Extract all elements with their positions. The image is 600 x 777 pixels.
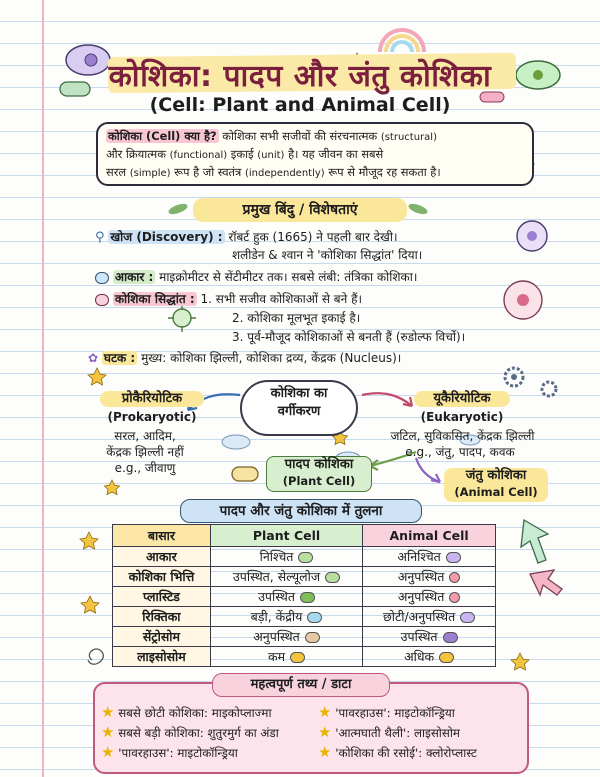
small-vacuole-icon (460, 612, 475, 623)
theory-label: कोशिका सिद्धांत : (114, 292, 195, 306)
plant-cell-en: (Plant Cell) (282, 474, 356, 488)
squiggle-icon (88, 649, 103, 664)
discovery-label: खोज (Discovery) : (110, 230, 223, 244)
prokaryotic-desc-3: e.g., जीवाणु (114, 461, 176, 475)
chloroplast-icon (300, 592, 315, 603)
table-row (113, 547, 496, 567)
table-cell (210, 607, 362, 627)
rainbow-icon (380, 30, 424, 52)
fact-item (101, 723, 279, 741)
definition-en: (structural) (380, 132, 437, 143)
lysosome-icon (439, 652, 454, 663)
fact-item (101, 703, 272, 721)
vacuole-icon (307, 612, 322, 623)
definition-text: सरल (106, 165, 127, 179)
table-row (113, 607, 496, 627)
discovery-text: रॉबर्ट हुक (1665) ने पहली बार देखी। (228, 230, 398, 244)
table-row (113, 567, 496, 587)
eukaryotic-desc-1: जटिल, सुविकसित, केंद्रक झिल्ली (390, 429, 535, 443)
definition-text: रूप से मौजूद रह सकता है। (328, 165, 441, 179)
components-text: मुख्य: कोशिका झिल्ली, कोशिका द्रव्य, केंद्रक (Nucleus)। (141, 351, 402, 365)
table-cell (210, 567, 362, 587)
definition-text: और क्रियात्मक (106, 147, 166, 161)
table-cell (363, 607, 496, 627)
size-text: माइक्रोमीटर से सेंटीमीटर तक। सबसे लंबी: तंत्रिका कोशिका। (159, 270, 418, 284)
centrosome-icon (443, 632, 458, 643)
cell-text: अनुपस्थित (253, 629, 300, 644)
table-cell (210, 647, 362, 667)
cell-text: अनिश्चित (397, 549, 441, 564)
prokaryotic-title: प्रोकैरियोटिक (100, 391, 204, 407)
definition-line-1 (106, 128, 524, 146)
centrosome-icon (305, 632, 320, 643)
page-title: कोशिका: पादप और जंतु कोशिका (108, 59, 492, 94)
table-header-row (113, 525, 496, 547)
classification-center-line-1: कोशिका का (270, 386, 328, 401)
features-heading: प्रमुख बिंदु / विशेषताएं (193, 198, 407, 222)
animal-cell-icon (446, 552, 461, 563)
definition-text: रूप है जो स्वतंत्र (174, 165, 242, 179)
classification-center (240, 380, 358, 436)
fact-text: 'आत्मघाती थैली': लाइसोसोम (335, 726, 460, 740)
cell-icon (95, 272, 109, 284)
discovery-line (95, 228, 398, 245)
definition-box (96, 122, 534, 186)
comparison-table (112, 524, 496, 667)
star-icon: ★ (101, 743, 115, 761)
table-cell: कोशिका भित्ति (113, 567, 211, 587)
table-cell: रिक्तिका (113, 607, 211, 627)
plant-cell-tag (266, 456, 372, 492)
column-header: बासार (113, 525, 211, 547)
cell-text: कम (267, 649, 286, 664)
theory-item-3: 3. पूर्व-मौजूद कोशिकाओं से बनती हैं (रुडोल्फ विर्चो)। (232, 330, 466, 344)
eukaryotic-title: यूकैरियोटिक (414, 391, 510, 407)
fact-item (318, 723, 460, 741)
definition-en: (simple) (129, 168, 171, 179)
theory-item-2: 2. कोशिका मूलभूत इकाई है। (232, 311, 361, 325)
definition-line-3 (106, 164, 524, 182)
bacteria-icon (232, 467, 258, 481)
table-row (113, 647, 496, 667)
theory-line (95, 290, 362, 307)
table-cell: लाइसोसोम (113, 647, 211, 667)
definition-text: है। यह जीवन का सबसे (288, 147, 384, 161)
table-cell: आकार (113, 547, 211, 567)
eukaryotic-desc-2: e.g., जंतु, पादप, कवक (405, 445, 515, 459)
components-icon: ✿ (88, 351, 99, 365)
comparison-heading: पादप और जंतु कोशिका में तुलना (180, 499, 422, 523)
cell-text: उपस्थित (258, 589, 295, 604)
animal-cell-tag (444, 468, 548, 502)
side-arrow-icon (521, 520, 562, 595)
cell-text: छोटी/अनुपस्थित (382, 609, 456, 624)
definition-line-2 (106, 146, 524, 164)
table-row (113, 587, 496, 607)
gear-icon (505, 368, 556, 396)
fact-text: 'पावरहाउस': माइटोकॉन्ड्रिया (118, 746, 238, 760)
definition-en: (independently) (244, 168, 325, 179)
right-cell-icon (517, 221, 547, 251)
size-line (95, 268, 417, 285)
star-icon: ★ (101, 703, 115, 721)
star-icon: ★ (101, 723, 115, 741)
star-icon: ★ (318, 723, 332, 741)
absent-icon (449, 592, 460, 603)
definition-text: कोशिका सभी सजीवों की संरचनात्मक (222, 129, 378, 143)
fact-text: 'पावरहाउस': माइटोकॉन्ड्रिया (335, 706, 455, 720)
table-cell (210, 547, 362, 567)
table-cell (210, 627, 362, 647)
discovery-text-2: शलीडेन & श्वान ने 'कोशिका सिद्धांत' दिया। (232, 248, 423, 262)
fact-item (101, 743, 238, 761)
table-row (113, 627, 496, 647)
fact-item (318, 703, 455, 721)
cell-text: अनुपस्थित (397, 569, 445, 584)
classification-center-line-2: वर्गीकरण (277, 404, 321, 419)
plant-cell-icon (298, 552, 313, 563)
lysosome-icon (290, 652, 305, 663)
table-cell: सेंट्रोसोम (113, 627, 211, 647)
cell-text: उपस्थित (400, 629, 438, 644)
star-icon: ★ (318, 743, 332, 761)
cell-wall-icon (325, 572, 340, 583)
fact-text: 'कोशिका की रसोई': क्लोरोप्लास्ट (335, 746, 477, 760)
table-cell (363, 627, 496, 647)
fact-item (318, 743, 477, 761)
definition-en: (functional) (169, 150, 228, 161)
table-cell: प्लास्टिड (113, 587, 211, 607)
column-header: Animal Cell (363, 525, 496, 547)
plant-cell-title: पादप कोशिका (284, 457, 354, 472)
absent-icon (449, 572, 460, 583)
definition-en: (unit) (257, 150, 285, 161)
table-cell (363, 647, 496, 667)
components-label: घटक : (103, 351, 136, 365)
cell-text: उपस्थित, सेल्यूलोज (232, 569, 321, 584)
definition-text: इकाई (230, 147, 254, 161)
fact-text: सबसे छोटी कोशिका: माइकोप्लाज्मा (118, 706, 272, 720)
eukaryotic-en: (Eukaryotic) (420, 410, 504, 424)
size-label: आकार : (114, 270, 154, 284)
fact-text: सबसे बड़ी कोशिका: शुतुरमुर्ग का अंडा (118, 726, 279, 740)
brain-icon (95, 294, 109, 306)
components-line (88, 349, 401, 366)
theory-item-1: 1. सभी सजीव कोशिकाओं से बने हैं। (200, 292, 362, 306)
cell-text: निश्चित (259, 549, 294, 564)
table-cell (363, 567, 496, 587)
cell-text: अनुपस्थित (397, 589, 445, 604)
definition-question: कोशिका (Cell) क्या है? (108, 129, 217, 143)
prokaryotic-desc-2: केंद्रक झिल्ली नहीं (106, 445, 184, 459)
table-cell (363, 547, 496, 567)
cell-text: अधिक (404, 649, 435, 664)
cell-text: बड़ी, केंद्रीय (250, 609, 303, 624)
prokaryotic-desc-1: सरल, आदिम, (114, 429, 176, 443)
virus-icon (168, 304, 196, 332)
column-header: Plant Cell (210, 525, 362, 547)
table-cell (363, 587, 496, 607)
prokaryotic-en: (Prokaryotic) (107, 410, 197, 424)
page-subtitle: (Cell: Plant and Animal Cell) (149, 94, 451, 116)
star-icon: ★ (318, 703, 332, 721)
table-cell (210, 587, 362, 607)
facts-heading: महत्वपूर्ण तथ्य / डाटा (212, 673, 390, 697)
animal-cell-en: (Animal Cell) (454, 485, 538, 499)
right-cell-icon-2 (504, 281, 542, 319)
animal-cell-title: जंतु कोशिका (465, 468, 527, 483)
magnifier-icon: ⚲ (95, 230, 105, 245)
